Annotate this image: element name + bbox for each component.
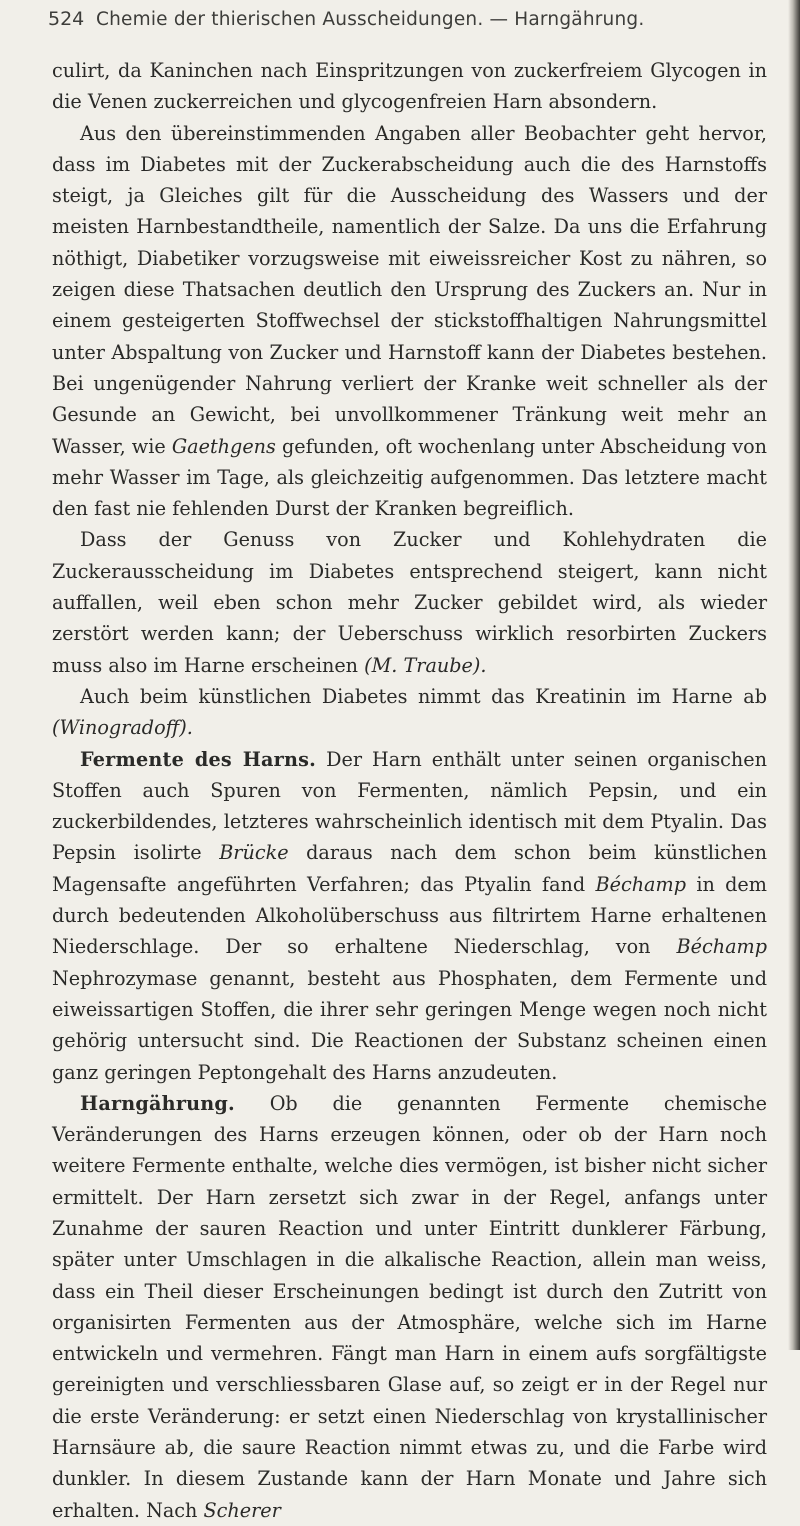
running-title: Chemie der thierischen Ausscheidungen. — Harngährung. <box>96 9 645 30</box>
paragraph-continuation: culirt, da Kaninchen nach Einspritzungen von zuckerfreiem Glycogen in die Venen zuckerreichen und glycogenfreien Harn absondern. <box>52 59 767 114</box>
section-heading: Fermente des Harns. <box>80 747 317 771</box>
page-number: 524 <box>48 8 85 30</box>
paragraph-fermente: Fermente des Harns. Der Harn enthält unter seinen organischen Stoffen auch Spuren von Fermenten, nämlich Pepsin, und ein zuckerbildendes, letzteres wahrscheinlich identisch mit dem Ptyalin. Das Pepsin isolirte Brücke daraus nach dem schon beim künstlichen Magensafte angeführten Verfahren; das Ptyalin fand Béchamp in dem durch bedeutenden Alkoholüberschuss aus filtrirtem Harne erhaltenen Niederschlage. Der so erhaltene Niederschlag, von Béchamp Nephrozymase genannt, besteht aus Phosphaten, dem Fermente und eiweissartigen Stoffen, die ihrer sehr geringen Menge wegen noch nicht gehörig untersucht sind. Die Reactionen der Substanz scheinen einen ganz geringen Peptongehalt des Harns anzudeuten. <box>52 747 767 1084</box>
section-heading: Harngährung. <box>80 1091 235 1115</box>
running-header <box>48 8 763 48</box>
paragraph-sugar: Dass der Genuss von Zucker und Kohlehydraten die Zuckerausscheidung im Diabetes entsprechend steigert, kann nicht auffallen, weil eben schon mehr Zucker gebildet wird, als wieder zerstört werden kann; der Ueberschuss wirklich resorbirten Zuckers muss also im Harne erscheinen (M. Traube). <box>52 528 767 677</box>
paragraph-diabetes: Aus den übereinstimmenden Angaben aller Beobachter geht hervor, dass im Diabetes mit der Zuckerabscheidung auch die des Harnstoffs steigt, ja Gleiches gilt für die Ausscheidung des Wassers und der meisten Harnbestandtheile, namentlich der Salze. Da uns die Erfahrung nöthigt, Diabetiker vorzugsweise mit eiweissreicher Kost zu nähren, so zeigen diese Thatsachen deutlich den Ursprung des Zuckers an. Nur in einem gesteigerten Stoffwechsel der stickstoffhaltigen Nahrungsmittel unter Abspaltung von Zucker und Harnstoff kann der Diabetes bestehen. Bei ungenügender Nahrung verliert der Kranke weit schneller als der Gesunde an Gewicht, bei unvollkommener Tränkung weit mehr an Wasser, wie Gaethgens gefunden, oft wochenlang unter Abscheidung von mehr Wasser im Tage, als gleichzeitig aufgenommen. Das letztere macht den fast nie fehlenden Durst der Kranken begreiflich. <box>52 121 768 521</box>
author-citation: Béchamp <box>595 872 686 896</box>
paragraph-harngaehrung: Harngährung. Ob die genannten Fermente chemische Veränderungen des Harns erzeugen können, oder ob der Harn noch weitere Fermente enthalte, welche dies vermögen, ist bisher nicht sicher ermittelt. Der Harn zersetzt sich zwar in der Regel, anfangs unter Zunahme der sauren Reaction und unter Eintritt dunklerer Färbung, später unter Umschlagen in die alkalische Reaction, allein man weiss, dass ein Theil dieser Erscheinungen bedingt ist durch den Zutritt von organisirten Fermenten aus der Atmosphäre, welche sich im Harne entwickeln und vermehren. Fängt man Harn in einem aufs sorgfältigste gereinigten und verschliessbaren Glase auf, so zeigt er in der Regel nur die erste Veränderung: er setzt einen Niederschlag von krystallinischer Harnsäure ab, die saure Reaction nimmt etwas zu, und die Farbe wird dunkler. In diesem Zustande kann der Harn Monate und Jahre sich erhalten. Nach Scherer <box>52 1091 767 1522</box>
author-citation: (Winogradoff). <box>52 716 193 740</box>
page-edge-shadow <box>788 0 800 1350</box>
author-citation: Scherer <box>203 1498 281 1522</box>
author-citation: (M. Traube). <box>364 653 487 677</box>
body-text <box>52 55 767 1526</box>
author-citation: Béchamp <box>676 935 767 959</box>
author-citation: Brücke <box>219 841 289 865</box>
author-citation: Gaethgens <box>171 434 276 458</box>
paragraph-kreatinin: Auch beim künstlichen Diabetes nimmt das Kreatinin im Harne ab (Winogradoff). <box>52 684 767 740</box>
